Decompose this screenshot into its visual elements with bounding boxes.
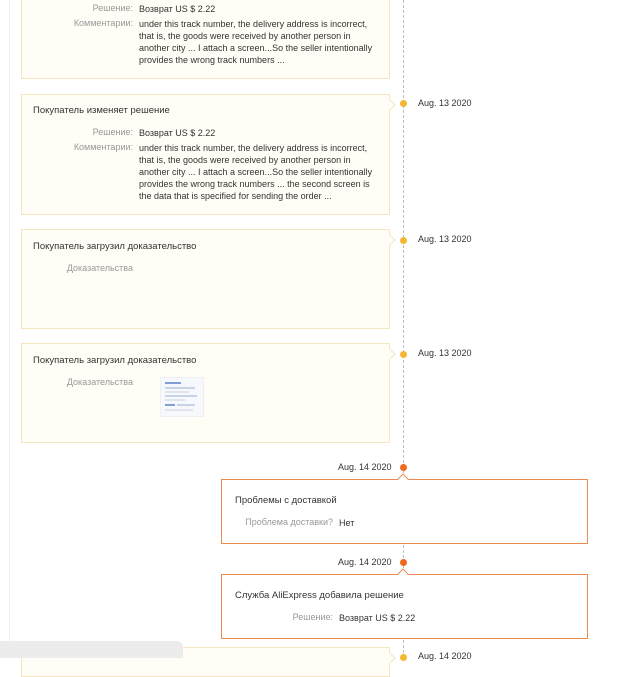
delivery-problem-card [221,479,588,544]
timeline-dot [400,237,407,244]
decision-value: Возврат US $ 2.22 [139,4,216,14]
decision-label: Решение: [92,3,133,13]
aliexpress-decision-card [221,574,588,639]
decision-row [222,612,575,624]
card-pointer [397,568,408,579]
card-pointer [384,234,395,245]
decision-label: Решение: [292,612,333,622]
comment-value: under this track number, the delivery address is incorrect, that is, the goods were received by another person in another city ... I attach a screen...So the seller intentionally provides the wrong track numbers ... [139,19,373,65]
buyer-evidence-card [21,229,390,329]
evidence-row [22,377,133,387]
comment-label: Комментарии: [73,142,133,152]
decision-row [22,127,375,139]
buyer-decision-card [21,0,390,79]
comment-row [22,18,375,66]
evidence-label: Доказательства [66,263,133,273]
card-title: Покупатель загрузил доказательство [33,355,197,366]
comment-label: Комментарии: [73,18,133,28]
timeline-dot [400,351,407,358]
timeline-dot [400,464,407,471]
delivery-problem-value: Нет [339,518,355,528]
page-left-border [9,0,10,658]
decision-row [22,3,375,15]
buyer-change-decision-card [21,94,390,215]
card-title: Служба AliExpress добавила решение [235,590,404,601]
event-date: Aug. 13 2020 [418,98,472,108]
decision-value: Возврат US $ 2.22 [139,128,216,138]
card-pointer [384,99,395,110]
card-title: Покупатель загрузил доказательство [33,241,197,252]
delivery-problem-row [222,517,575,529]
decision-value: Возврат US $ 2.22 [339,613,416,623]
event-date: Aug. 14 2020 [418,651,472,661]
decision-label: Решение: [92,127,133,137]
delivery-problem-label: Проблема доставки? [245,517,333,527]
event-date: Aug. 14 2020 [338,557,392,567]
card-title: Проблемы с доставкой [235,495,337,506]
timeline-dot [400,100,407,107]
comment-value: under this track number, the delivery address is incorrect, that is, the goods were received by another person in another city ... I attach a screen...So the seller intentionally provides the wrong track numbers ... the second screen is the data that is specified for sending the order ... [139,143,373,201]
card-pointer [397,473,408,484]
card-title: Покупатель изменяет решение [33,105,170,116]
horizontal-scrollbar[interactable] [0,641,183,658]
timeline-dot [400,559,407,566]
card-pointer [384,652,395,663]
buyer-evidence-card [21,343,390,443]
evidence-label: Доказательства [66,377,133,387]
event-date: Aug. 13 2020 [418,348,472,358]
evidence-row [22,263,133,273]
comment-row [22,142,375,202]
evidence-thumbnail[interactable] [160,377,204,417]
event-date: Aug. 14 2020 [338,462,392,472]
card-pointer [384,348,395,359]
event-date: Aug. 13 2020 [418,234,472,244]
